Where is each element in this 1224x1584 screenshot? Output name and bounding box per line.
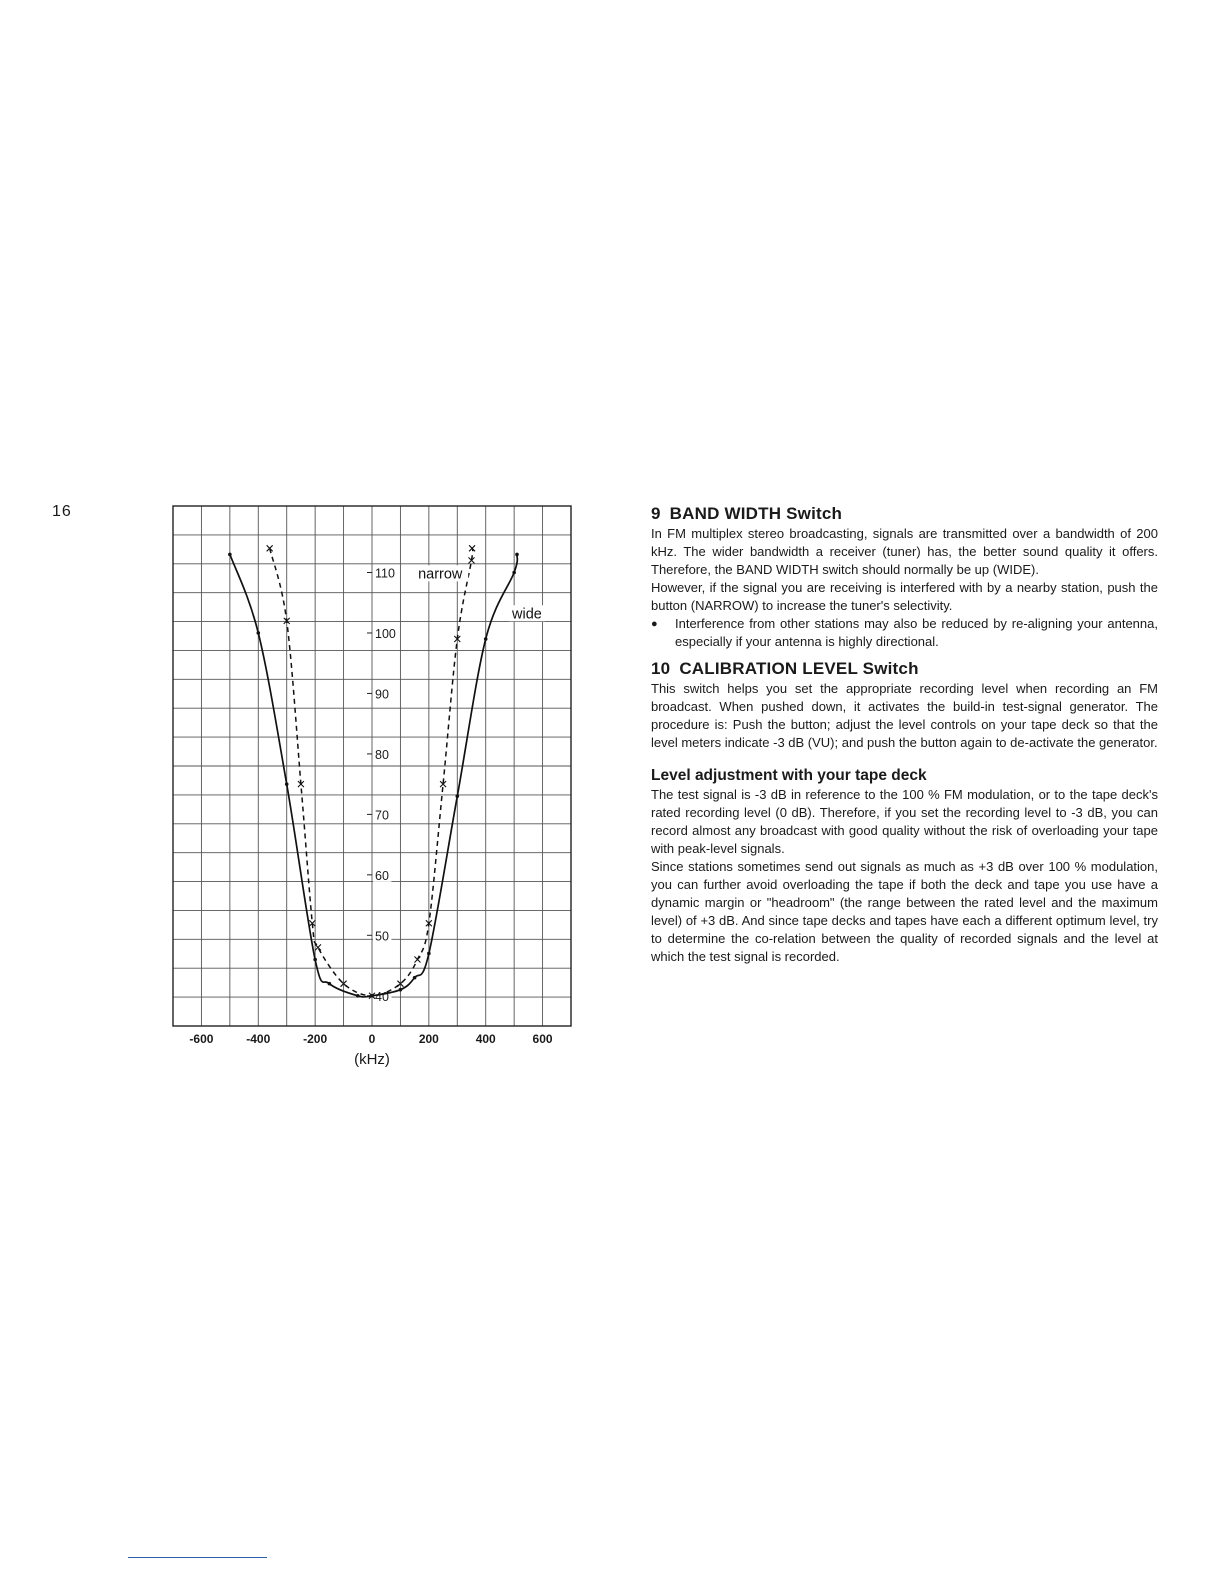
wide-data-point (484, 637, 488, 641)
wide-data-point (256, 631, 260, 635)
x-tick-label: 200 (418, 1032, 439, 1046)
wide-data-point (427, 952, 431, 956)
calibration-title: CALIBRATION LEVEL Switch (679, 659, 919, 678)
narrow-data-point (414, 956, 420, 962)
wide-data-point (399, 988, 403, 992)
bullet-dot-icon: ● (651, 618, 658, 630)
x-tick-label: 400 (475, 1032, 496, 1046)
bandwidth-paragraph-1: In FM multiplex stereo broadcasting, signals are transmitted over a bandwidth of 200 kHz. The wider bandwidth a receiver (tuner) has, the better sound quality it offers. Therefore, the BAND WIDTH switch should normally be up (WIDE). (651, 526, 1158, 577)
x-tick-label: 0 (368, 1032, 376, 1046)
y-tick-label: 50 (375, 929, 389, 944)
calibration-number: 10 (651, 659, 671, 678)
y-tick-label: 110 (375, 566, 395, 581)
bandwidth-number: 9 (651, 504, 661, 523)
y-tick-label: 70 (375, 808, 389, 823)
level-heading: Level adjustment with your tape deck (651, 767, 927, 784)
wide-data-point (512, 571, 516, 575)
level-paragraph-1: The test signal is -3 dB in reference to the 100 % FM modulation, or to the tape deck's rated recording level (0 dB). Therefore, if you set the recording level to -3 dB, you can record almost any broadcast with good quality without the risk of overloading your tape with peak-level signals. (651, 787, 1158, 856)
narrow-data-point (315, 944, 321, 950)
bandwidth-bullet (651, 615, 1158, 651)
x-tick-label: -600 (189, 1032, 214, 1046)
x-tick-label: -200 (303, 1032, 328, 1046)
wide-data-point (328, 982, 332, 986)
calibration-heading (651, 659, 1158, 679)
wide-data-point (313, 958, 317, 962)
level-paragraph-2: Since stations sometimes send out signals as much as +3 dB over 100 % modulation, you can further avoid overloading the tape if both the deck and tape you use have a dynamic margin or "headroom" (the range between the rated level and the maximum level) of +3 dB. And since tape decks and tapes have each a different optimum level, try to determine the co-relation between the quality of recorded signals and the level at which the test signal is recorded. (651, 859, 1158, 964)
y-tick-label: 80 (375, 747, 389, 762)
selectivity-chart (160, 490, 590, 1080)
text-column (651, 504, 1158, 966)
wide-data-point (455, 794, 459, 798)
wide-series-label: wide (512, 606, 542, 623)
wide-data-point (356, 994, 360, 998)
bandwidth-heading (651, 504, 1158, 524)
wide-data-point (413, 976, 417, 980)
calibration-paragraph-1: This switch helps you set the appropriate recording level when recording an FM broadcast. When pushed down, it activates the build-in test-signal generator. The procedure is: Push the button; adjust the level controls on your tape deck so that the level meters indicate -3 dB (VU); and push the button again to de-activate the generator. (651, 681, 1158, 750)
bandwidth-bullet-text: Interference from other stations may also be reduced by re-aligning your antenna, especially if your antenna is highly directional. (675, 616, 1158, 649)
x-axis-label: (kHz) (354, 1051, 390, 1068)
x-tick-label: -400 (246, 1032, 271, 1046)
wide-data-point (515, 553, 519, 557)
footer-rule (128, 1557, 267, 1558)
wide-data-point (228, 553, 232, 557)
bandwidth-paragraph-2: However, if the signal you are receiving is interfered with by a nearby station, push the button (NARROW) to increase the tuner's selectivity. (651, 580, 1158, 613)
narrow-series-label: narrow (418, 566, 463, 583)
narrow-series-line (270, 548, 473, 996)
y-tick-label: 40 (375, 989, 389, 1004)
y-tick-label: 60 (375, 868, 389, 883)
wide-data-point (285, 782, 289, 786)
page-number: 16 (52, 503, 72, 520)
x-tick-label: 600 (532, 1032, 553, 1046)
y-tick-label: 90 (375, 687, 389, 702)
bandwidth-title: BAND WIDTH Switch (669, 504, 843, 523)
y-tick-label: 100 (375, 626, 396, 641)
selectivity-chart-svg (160, 490, 590, 1080)
